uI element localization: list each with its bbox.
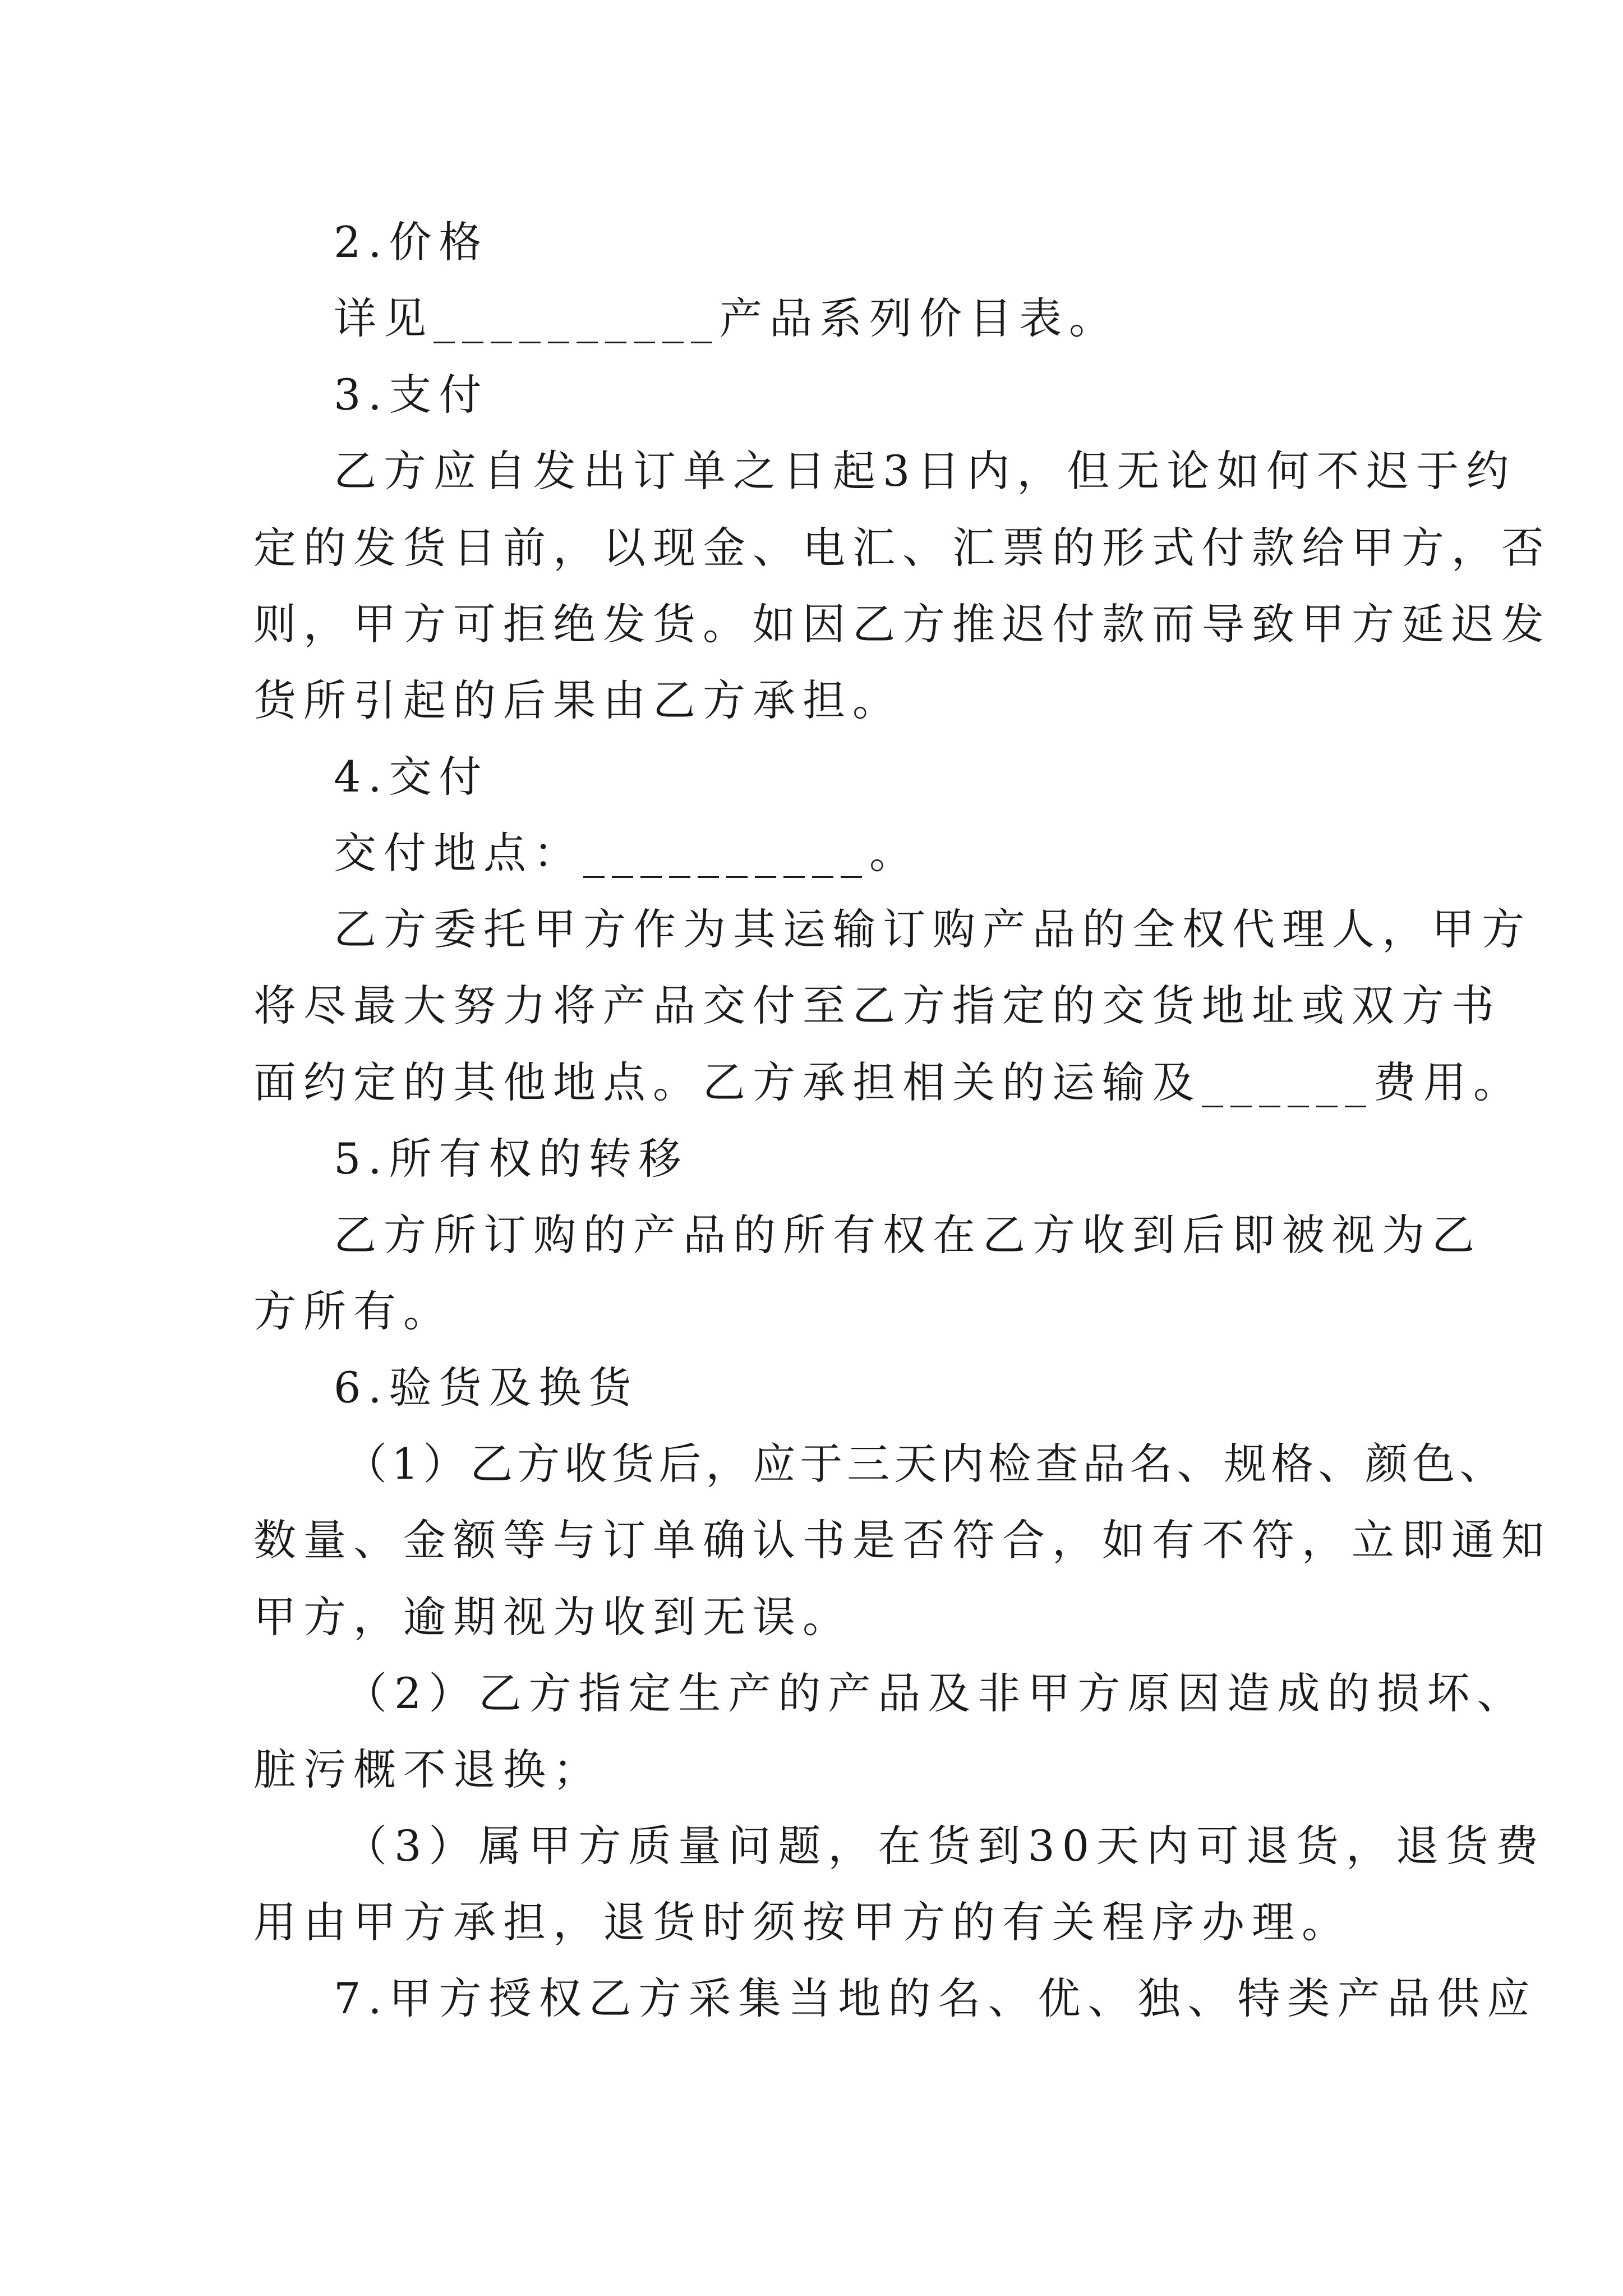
paragraph-line: 面约定的其他地点。乙方承担相关的运输及______费用。 [253,1057,1523,1107]
paragraph-line: （2）乙方指定生产的产品及非甲方原因造成的损坏、 [344,1668,1527,1718]
paragraph-line: 则，甲方可拒绝发货。如因乙方推迟付款而导致甲方延迟发 [253,599,1551,649]
section-heading-authorization: 7.甲方授权乙方采集当地的名、优、独、特类产品供应 [334,1973,1537,2023]
section-heading-delivery: 4.交付 [334,752,489,802]
section-heading-ownership: 5.所有权的转移 [334,1134,689,1184]
paragraph-line: 甲方，逾期视为收到无误。 [253,1592,852,1642]
paragraph-line: （3）属甲方质量问题，在货到30天内可退货，退货费 [344,1821,1546,1871]
paragraph-line: 数量、金额等与订单确认书是否符合，如有不符，立即通知 [253,1515,1551,1565]
paragraph-line: 乙方所订购的产品的所有权在乙方收到后即被视为乙 [334,1210,1482,1260]
paragraph-line: 详见__________产品系列价目表。 [334,293,1119,343]
paragraph-line: （1）乙方收货后，应于三天内检查品名、规格、颜色、 [344,1439,1507,1489]
section-heading-payment: 3.支付 [334,370,489,420]
paragraph-line: 定的发货日前，以现金、电汇、汇票的形式付款给甲方，否 [253,523,1551,573]
section-heading-price: 2.价格 [334,217,489,267]
paragraph-line: 乙方委托甲方作为其运输订购产品的全权代理人，甲方 [334,904,1532,954]
paragraph-line: 货所引起的后果由乙方承担。 [253,675,902,725]
paragraph-line: 用由甲方承担，退货时须按甲方的有关程序办理。 [253,1897,1352,1947]
paragraph-line: 脏污概不退换； [253,1745,603,1795]
paragraph-line: 将尽最大努力将产品交付至乙方指定的交货地址或双方书 [253,981,1501,1030]
paragraph-line: 交付地点：__________。 [334,828,919,878]
paragraph-line: 乙方应自发出订单之日起3日内，但无论如何不迟于约 [334,446,1516,496]
paragraph-line: 方所有。 [253,1286,453,1336]
section-heading-inspection: 6.验货及换货 [334,1363,639,1412]
